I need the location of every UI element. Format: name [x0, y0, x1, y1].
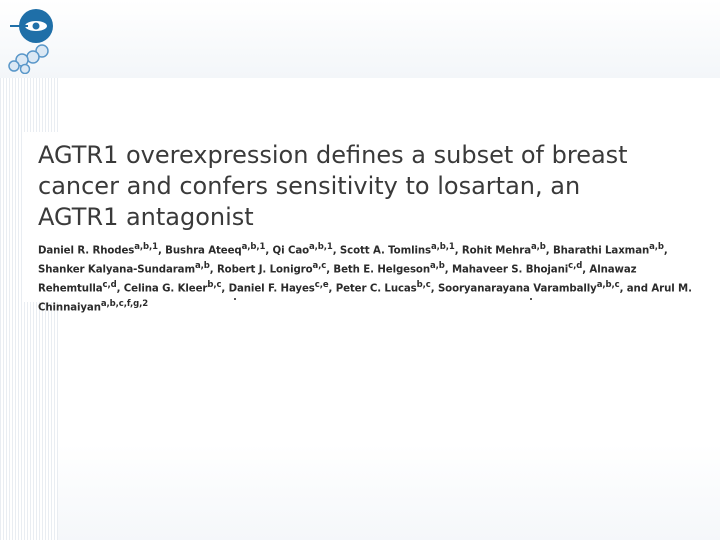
author-separator: ,: [454, 245, 462, 257]
author-separator: ,: [545, 245, 553, 257]
author-name: Celina G. Kleer: [123, 283, 208, 295]
author-list: [38, 240, 698, 316]
author-affiliation: a,b: [649, 242, 664, 252]
title-line-1: AGTR1 overexpression defines a subset of breast: [38, 141, 628, 169]
background-fade: [58, 300, 720, 540]
author-separator: ,: [663, 245, 668, 257]
paper-header: [24, 132, 696, 314]
logo-icon: [6, 4, 58, 74]
author-affiliation: b,c: [416, 279, 431, 290]
author-name: Mahaveer S. Bhojani: [451, 264, 569, 276]
author-separator: ,: [444, 264, 452, 276]
author-name: Qi Cao: [272, 245, 309, 257]
author-name: Beth E. Helgeson: [333, 264, 430, 276]
author-separator: ,: [221, 283, 229, 295]
author-name: Alnawaz Rehemtulla: [38, 264, 637, 295]
author-name: Sooryanarayana Varambally: [437, 283, 597, 295]
author-affiliation: c,d: [102, 279, 117, 290]
author-affiliation: a,b: [531, 242, 546, 252]
author-affiliation: a,c: [312, 260, 327, 271]
author-separator: ,: [326, 264, 334, 276]
author-name: Arul M. Chinnaiyan: [38, 283, 692, 314]
title-line-2: cancer and confers sensitivity to losartan, an: [38, 172, 581, 200]
author-name: Daniel F. Hayes: [228, 283, 315, 295]
author-affiliation: a,b: [194, 260, 210, 271]
author-name: Robert J. Lonigro: [216, 264, 313, 276]
author-name: Rohit Mehra: [461, 245, 532, 257]
header-band: [0, 0, 720, 78]
author-separator: ,: [116, 283, 124, 295]
logo-eye-pupil: [33, 23, 40, 30]
author-name: Shanker Kalyana-Sundaram: [38, 264, 195, 276]
author-name: Bushra Ateeq: [165, 245, 242, 257]
author-separator: ,: [157, 245, 166, 257]
author-affiliation: a,b: [430, 260, 445, 271]
author-affiliation: a,b,1: [241, 242, 266, 252]
author-separator: , and: [619, 283, 652, 295]
author-affiliation: a,b,1: [134, 242, 158, 252]
author-affiliation: a,b,1: [309, 242, 333, 252]
author-affiliation: a,b,1: [430, 242, 455, 252]
author-affiliation: c,e: [314, 279, 329, 290]
paper-title: [38, 140, 678, 233]
author-separator: ,: [265, 245, 273, 257]
author-separator: ,: [582, 264, 590, 276]
stray-mark: [530, 298, 532, 300]
author-affiliation: c,d: [568, 260, 583, 271]
author-name: Peter C. Lucas: [335, 283, 417, 295]
author-separator: ,: [430, 283, 438, 295]
author-affiliation: a,b,c: [596, 279, 620, 290]
author-affiliation: b,c: [207, 279, 222, 290]
author-name: Scott A. Tomlins: [339, 245, 431, 257]
title-line-3: AGTR1 antagonist: [38, 203, 254, 231]
author-separator: ,: [209, 264, 217, 276]
author-separator: ,: [332, 245, 340, 257]
author-separator: ,: [328, 283, 336, 295]
logo-cells: [9, 45, 48, 74]
author-name: Bharathi Laxman: [552, 245, 650, 257]
author-affiliation: a,b,c,f,g,2: [100, 298, 149, 309]
stray-mark: [234, 298, 236, 300]
author-name: Daniel R. Rhodes: [38, 245, 135, 257]
